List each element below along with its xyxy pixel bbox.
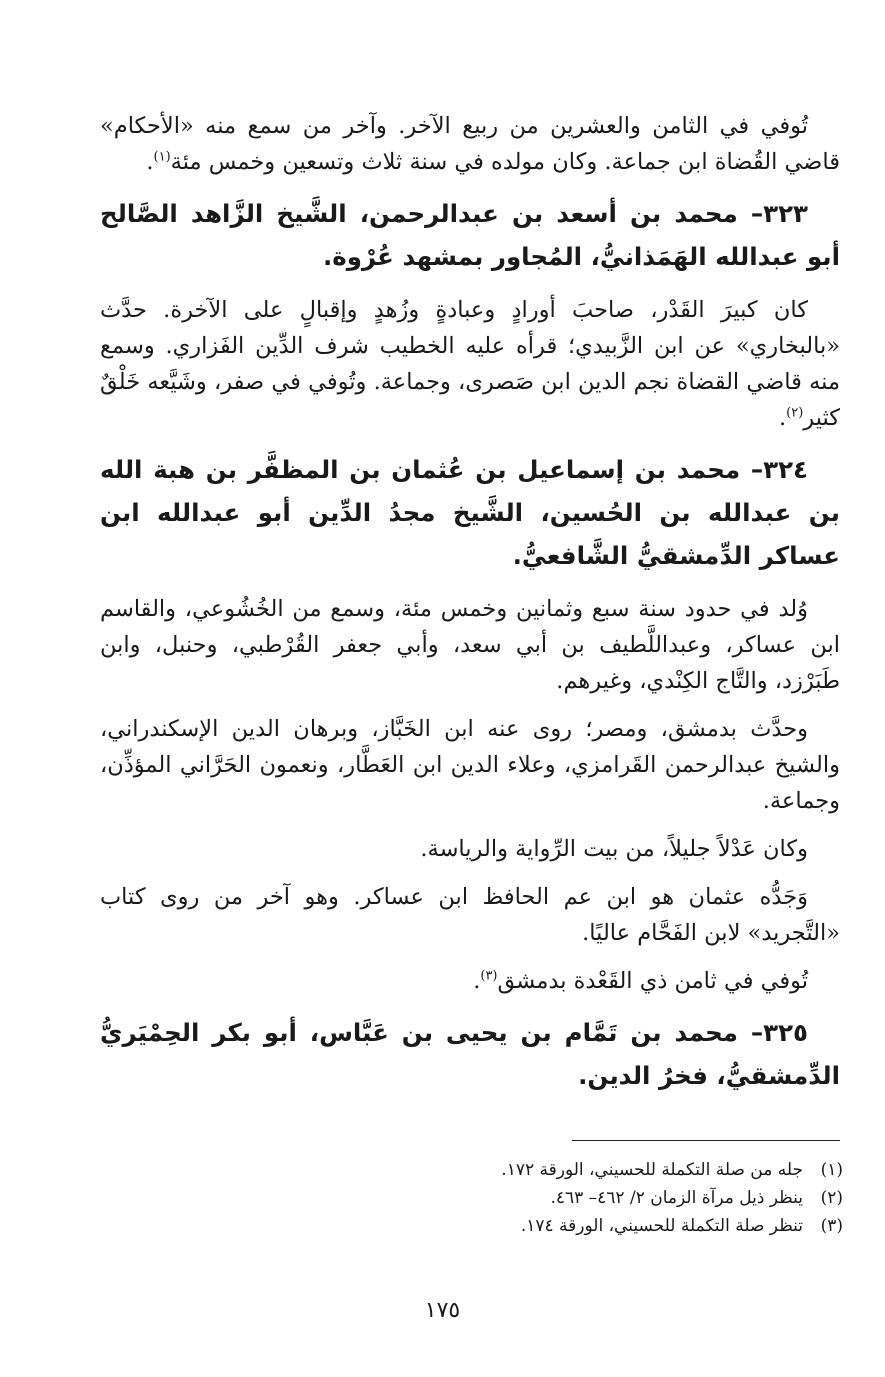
footnote-item bbox=[103, 1184, 843, 1212]
footnote-item bbox=[103, 1156, 843, 1184]
footnote-number: (٣) bbox=[820, 1216, 843, 1236]
footnote-divider bbox=[572, 1140, 840, 1141]
page-number: ١٧٥ bbox=[424, 1298, 461, 1323]
footnote-ref: (٣) bbox=[480, 968, 498, 984]
footnote-number: (١) bbox=[820, 1160, 843, 1180]
paragraph: كان كبيرَ القَدْر، صاحبَ أورادٍ وعبادةٍ وزُهدٍ وإقبالٍ على الآخرة. حدَّث «بالبخاري» عن ابن الزَّبيدي؛ قرأه عليه الخطيب شرف الدِّين الفَزاري. وسمع منه قاضي القضاة نجم الدين ابن صَصرى، وجماعة. وتُوفي في صفر، وشَيَّعه خَلْقٌ كثير$^{(٢)}$. bbox=[100, 297, 840, 431]
footnote-ref: (٢) bbox=[786, 405, 804, 421]
paragraph-text: كان كبيرَ القَدْر، صاحبَ أورادٍ وعبادةٍ وزُهدٍ وإقبالٍ على الآخرة. حدَّث «بالبخاري» عن ابن الزَّبيدي؛ قرأه عليه الخطيب شرف الدِّين الفَزاري. وسمع منه قاضي القضاة نجم الدين ابن صَصرى، وجماعة. وتُوفي في صفر، وشَيَّعه خَلْقٌ كثير bbox=[100, 297, 840, 431]
footnote-text: جله من صلة التكملة للحسيني، الورقة ١٧٢. bbox=[501, 1160, 803, 1180]
paragraph: وكان عَدْلاً جليلاً، من بيت الرِّواية والرياسة. bbox=[420, 836, 808, 862]
paragraph-text: تُوفي في ثامن ذي القَعْدة بدمشق bbox=[497, 968, 808, 994]
footnote-item bbox=[103, 1212, 843, 1240]
paragraph: تُوفي في ثامن ذي القَعْدة بدمشق$^{(٣)}$. bbox=[473, 968, 808, 994]
footnote-ref: (١) bbox=[153, 149, 171, 165]
entry-heading-323: ٣٢٣– محمد بن أسعد بن عبدالرحمن، الشَّيخ الزَّاهد الصَّالح أبو عبدالله الهَمَذانيُّ، المُجاور بمشهد عُرْوة. bbox=[100, 199, 840, 271]
paragraph: تُوفي في الثامن والعشرين من ربيع الآخر. وآخر من سمع منه «الأحكام» قاضي القُضاة ابن جماعة. وكان مولده في سنة ثلاث وتسعين وخمس مئة$^{(١)}$. bbox=[100, 113, 840, 175]
paragraph-text: تُوفي في الثامن والعشرين من ربيع الآخر. وآخر من سمع منه «الأحكام» قاضي القُضاة ابن جماعة. وكان مولده في سنة ثلاث وتسعين وخمس مئة bbox=[100, 113, 840, 175]
paragraph: وحدَّث بدمشق، ومصر؛ روى عنه ابن الخَبَّاز، وبرهان الدين الإسكندراني، والشيخ عبدالرحمن القَرامزي، وعلاء الدين ابن العَطَّار، ونعمون الحَرَّاني المؤذِّن، وجماعة. bbox=[100, 716, 840, 814]
entry-heading-324: ٣٢٤– محمد بن إسماعيل بن عُثمان بن المظفَّر بن هبة الله بن عبدالله بن الحُسين، الشَّيخ مجدُ الدِّين أبو عبدالله ابن عساكر الدِّمشقيُّ الشَّافعيُّ. bbox=[100, 455, 840, 570]
entry-heading-325: ٣٢٥– محمد بن تَمَّام بن يحيى بن عَبَّاس، أبو بكر الحِمْيَريُّ الدِّمشقيُّ، فخرُ الدين. bbox=[100, 1018, 840, 1090]
paragraph: وُلد في حدود سنة سبع وثمانين وخمس مئة، وسمع من الخُشُوعي، والقاسم ابن عساكر، وعبداللَّطيف بن أبي سعد، وأبي جعفر القُرْطبي، وحنبل، وابن طَبَرْزد، والتَّاج الكِنْدي، وغيرهم. bbox=[100, 596, 840, 694]
paragraph: وَجَدُّه عثمان هو ابن عم الحافظ ابن عساكر. وهو آخر من روى كتاب «التَّجريد» لابن الفَحَّام عاليًا. bbox=[100, 884, 840, 946]
footnotes bbox=[103, 1156, 843, 1240]
footnote-number: (٢) bbox=[820, 1188, 843, 1208]
footnote-text: ينظر ذيل مرآة الزمان ٢/ ٤٦٢– ٤٦٣. bbox=[550, 1188, 803, 1208]
footnote-text: تنظر صلة التكملة للحسيني، الورقة ١٧٤. bbox=[520, 1216, 803, 1236]
page-body bbox=[100, 108, 840, 1111]
